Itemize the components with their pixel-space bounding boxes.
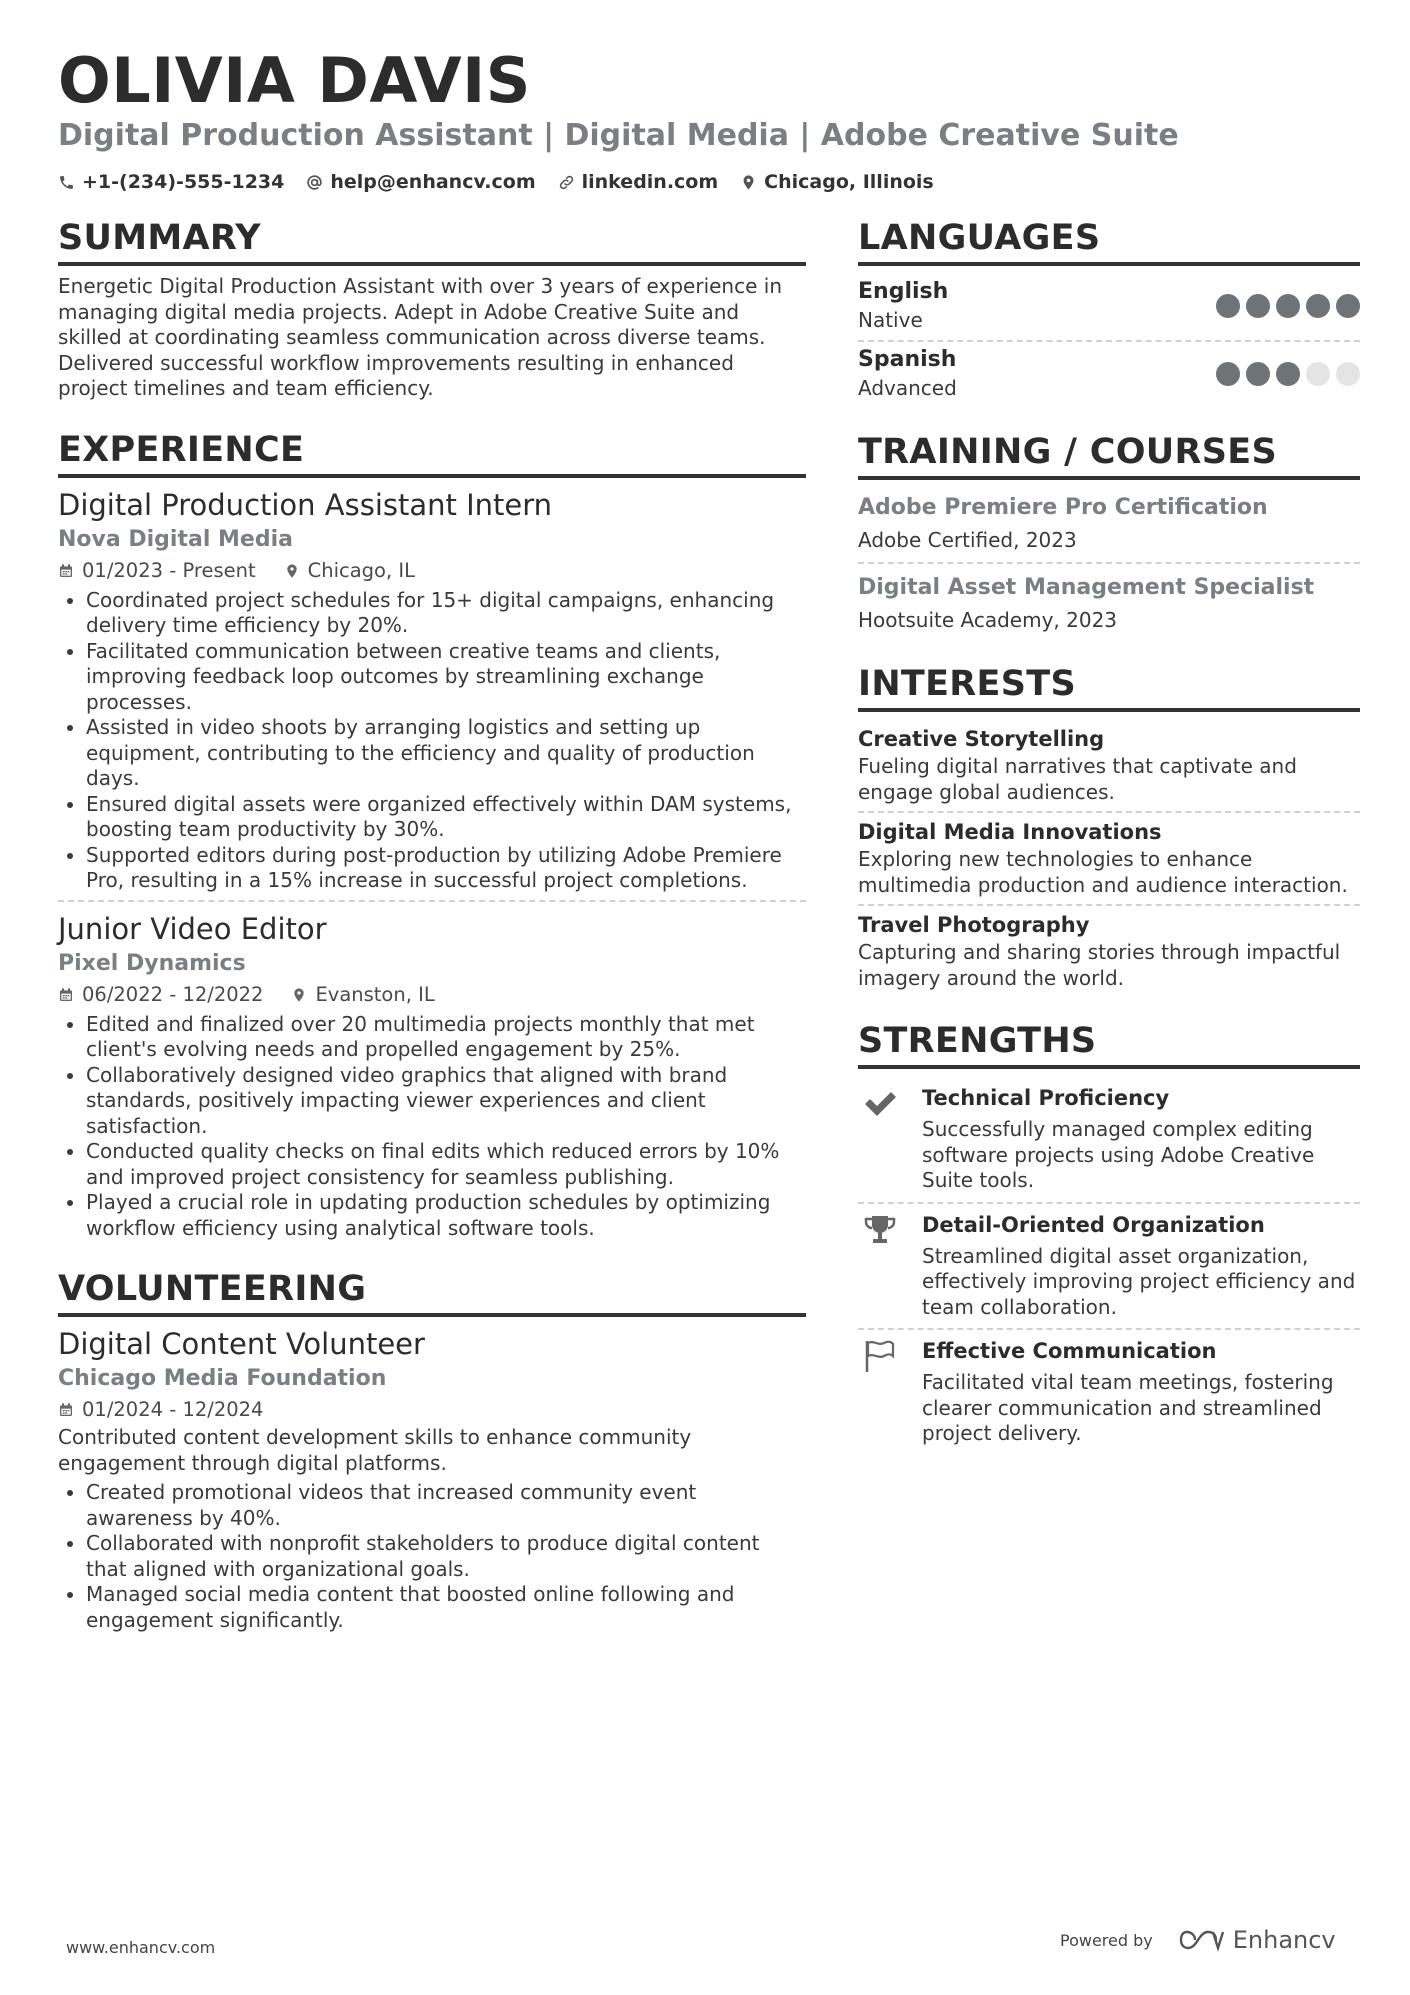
training-title: TRAINING / COURSES bbox=[858, 430, 1360, 480]
map-pin-icon bbox=[291, 987, 307, 1003]
job-title: Digital Production Assistant Intern bbox=[58, 487, 553, 522]
job-location-text: Evanston, IL bbox=[315, 982, 435, 1006]
rating-dot-filled bbox=[1246, 294, 1270, 318]
bullet-item: • Supported editors during post-production by utilizing Adobe Premiere Pro, resulting in a 15% increase in successful project completions. bbox=[86, 843, 806, 894]
bullet-item: • Collaborated with nonprofit stakeholders to produce digital content that aligned with organizational goals. bbox=[86, 1531, 806, 1582]
interest-item bbox=[858, 720, 1360, 813]
calendar-icon bbox=[58, 563, 74, 579]
course-item bbox=[858, 488, 1360, 564]
bullet-item: • Played a crucial role in updating production schedules by optimizing workflow efficiency using analytical software tools. bbox=[86, 1190, 806, 1241]
headline: Digital Production Assistant | Digital Media | Adobe Creative Suite bbox=[58, 118, 1179, 153]
bullet-item: • Coordinated project schedules for 15+ digital campaigns, enhancing delivery time efficiency by 20%. bbox=[86, 588, 806, 639]
interest-title: Travel Photography bbox=[858, 913, 1090, 937]
job-location bbox=[284, 556, 415, 586]
contact-linkedin[interactable] bbox=[558, 168, 719, 196]
summary-text: Energetic Digital Production Assistant with over 3 years of experience in managing digital media projects. Adept in Adobe Creative Suite and skilled at coordinating seamless communication across diverse teams. Delivered successful workflow improvements resulting in enhanced project timelines and team efficiency. bbox=[58, 274, 782, 400]
course-title: Digital Asset Management Specialist bbox=[858, 575, 1315, 600]
at-icon bbox=[306, 174, 323, 191]
location-text: Chicago, Illinois bbox=[764, 171, 934, 193]
job-meta bbox=[58, 980, 806, 1010]
job-dates-text: 06/2022 - 12/2022 bbox=[82, 982, 264, 1006]
calendar-icon bbox=[58, 1402, 74, 1418]
strength-item bbox=[858, 1077, 1360, 1204]
strengths-title: STRENGTHS bbox=[858, 1019, 1360, 1069]
contact-bar bbox=[58, 168, 934, 196]
bullet-item: • Facilitated communication between creative teams and clients, improving feedback loop outcomes by streamlining exchange processes. bbox=[86, 639, 806, 716]
strength-title: Technical Proficiency bbox=[922, 1086, 1170, 1110]
map-pin-icon bbox=[284, 563, 300, 579]
bullet-item: • Created promotional videos that increased community event awareness by 40%. bbox=[86, 1480, 806, 1531]
rating-dot-filled bbox=[1276, 294, 1300, 318]
experience-title: EXPERIENCE bbox=[58, 428, 806, 478]
job-dates bbox=[58, 980, 263, 1010]
language-rating bbox=[1216, 294, 1360, 318]
trophy-icon bbox=[862, 1212, 898, 1248]
summary-section bbox=[58, 216, 806, 402]
candidate-name: OLIVIA DAVIS bbox=[58, 44, 531, 117]
bullet-item: • Conducted quality checks on final edits which reduced errors by 10% and improved project consistency for seamless publishing. bbox=[86, 1139, 806, 1190]
rating-dot-filled bbox=[1246, 362, 1270, 386]
link-icon bbox=[558, 174, 575, 191]
interest-text: Exploring new technologies to enhance multimedia production and audience interaction. bbox=[858, 847, 1348, 897]
company-name: Nova Digital Media bbox=[58, 526, 293, 552]
email-text: help@enhancv.com bbox=[330, 171, 536, 193]
interest-item bbox=[858, 813, 1360, 906]
interests-title: INTERESTS bbox=[858, 662, 1360, 712]
enhancv-logo-icon bbox=[1179, 1927, 1225, 1953]
languages-title: LANGUAGES bbox=[858, 216, 1360, 266]
linkedin-text: linkedin.com bbox=[581, 171, 719, 193]
experience-section bbox=[58, 428, 806, 1248]
strengths-section bbox=[858, 1019, 1360, 1455]
contact-location bbox=[740, 168, 934, 196]
rating-dot-filled bbox=[1216, 294, 1240, 318]
course-provider: Adobe Certified, 2023 bbox=[858, 528, 1077, 552]
right-column bbox=[858, 216, 1360, 1481]
experience-entry bbox=[58, 910, 806, 1248]
course-title: Adobe Premiere Pro Certification bbox=[858, 495, 1268, 520]
rating-dot-filled bbox=[1276, 362, 1300, 386]
language-item bbox=[858, 274, 1360, 342]
strength-text: Streamlined digital asset organization, effectively improving project efficiency and team collaboration. bbox=[922, 1243, 1356, 1319]
summary-title: SUMMARY bbox=[58, 216, 806, 266]
language-name: English bbox=[858, 279, 949, 304]
brand-name: Enhancv bbox=[1232, 1926, 1336, 1954]
job-location-text: Chicago, IL bbox=[307, 558, 415, 582]
job-dates bbox=[58, 556, 256, 586]
job-bullets bbox=[58, 588, 806, 894]
language-level: Native bbox=[858, 308, 923, 332]
interest-item bbox=[858, 906, 1360, 997]
checkmark-icon bbox=[862, 1085, 898, 1121]
bullet-item: • Assisted in video shoots by arranging logistics and setting up equipment, contributing to the efficiency and quality of production days. bbox=[86, 715, 806, 792]
interest-text: Capturing and sharing stories through impactful imagery around the world. bbox=[858, 940, 1341, 990]
job-dates-text: 01/2023 - Present bbox=[82, 558, 256, 582]
job-bullets bbox=[58, 1012, 806, 1242]
interest-title: Creative Storytelling bbox=[858, 727, 1105, 751]
left-column bbox=[58, 216, 806, 1659]
volunteering-section bbox=[58, 1267, 806, 1633]
language-name: Spanish bbox=[858, 347, 957, 372]
flag-icon bbox=[862, 1338, 898, 1374]
interest-title: Digital Media Innovations bbox=[858, 820, 1162, 844]
rating-dot-filled bbox=[1336, 294, 1360, 318]
volunteer-role: Digital Content Volunteer bbox=[58, 1327, 425, 1361]
training-section bbox=[858, 430, 1360, 642]
calendar-icon bbox=[58, 987, 74, 1003]
rating-dot-filled bbox=[1306, 294, 1330, 318]
course-provider: Hootsuite Academy, 2023 bbox=[858, 608, 1118, 632]
company-name: Pixel Dynamics bbox=[58, 950, 246, 976]
job-location bbox=[291, 980, 434, 1010]
strength-text: Successfully managed complex editing software projects using Adobe Creative Suite tools. bbox=[922, 1117, 1315, 1192]
bullet-item: • Managed social media content that boosted online following and engagement significantly. bbox=[86, 1582, 806, 1633]
rating-dot-filled bbox=[1216, 362, 1240, 386]
strength-text: Facilitated vital team meetings, fostering clearer communication and streamlined project delivery. bbox=[922, 1370, 1334, 1445]
job-title: Junior Video Editor bbox=[58, 911, 327, 946]
footer-website[interactable]: www.enhancv.com bbox=[66, 1938, 216, 1957]
languages-section bbox=[858, 216, 1360, 408]
strength-item bbox=[858, 1330, 1360, 1455]
contact-email[interactable] bbox=[306, 168, 535, 196]
job-meta bbox=[58, 556, 806, 586]
volunteer-org: Chicago Media Foundation bbox=[58, 1366, 387, 1391]
language-item bbox=[858, 342, 1360, 408]
volunteer-meta bbox=[58, 1395, 806, 1425]
rating-dot-empty bbox=[1336, 362, 1360, 386]
interests-section bbox=[858, 662, 1360, 997]
bullet-item: • Edited and finalized over 20 multimedia projects monthly that met client's evolving needs and propelled engagement by 25%. bbox=[86, 1012, 806, 1063]
volunteer-description: Contributed content development skills to enhance community engagement through digital platforms. bbox=[58, 1425, 692, 1475]
phone-icon bbox=[58, 174, 75, 191]
language-rating bbox=[1216, 362, 1360, 386]
rating-dot-empty bbox=[1306, 362, 1330, 386]
language-level: Advanced bbox=[858, 376, 957, 400]
bullet-item: • Collaboratively designed video graphics that aligned with brand standards, positively impacting viewer experiences and client satisfaction. bbox=[86, 1063, 806, 1140]
experience-entry bbox=[58, 486, 806, 902]
powered-by-text: Powered by bbox=[1060, 1930, 1153, 1950]
course-item bbox=[858, 568, 1360, 642]
enhancv-logo[interactable] bbox=[1179, 1926, 1336, 1954]
volunteer-dates-text: 01/2024 - 12/2024 bbox=[82, 1398, 264, 1421]
strength-item bbox=[858, 1204, 1360, 1331]
phone-text: +1-(234)-555-1234 bbox=[82, 171, 285, 193]
contact-phone[interactable] bbox=[58, 168, 284, 196]
interest-text: Fueling digital narratives that captivate and engage global audiences. bbox=[858, 754, 1297, 804]
strength-title: Detail-Oriented Organization bbox=[922, 1212, 1265, 1237]
map-pin-icon bbox=[740, 174, 757, 191]
footer-branding bbox=[1060, 1926, 1336, 1954]
volunteering-title: VOLUNTEERING bbox=[58, 1267, 806, 1317]
strength-title: Effective Communication bbox=[922, 1339, 1217, 1363]
volunteer-bullets bbox=[58, 1480, 806, 1633]
volunteer-dates bbox=[58, 1395, 263, 1425]
bullet-item: • Ensured digital assets were organized effectively within DAM systems, boosting team productivity by 30%. bbox=[86, 792, 806, 843]
